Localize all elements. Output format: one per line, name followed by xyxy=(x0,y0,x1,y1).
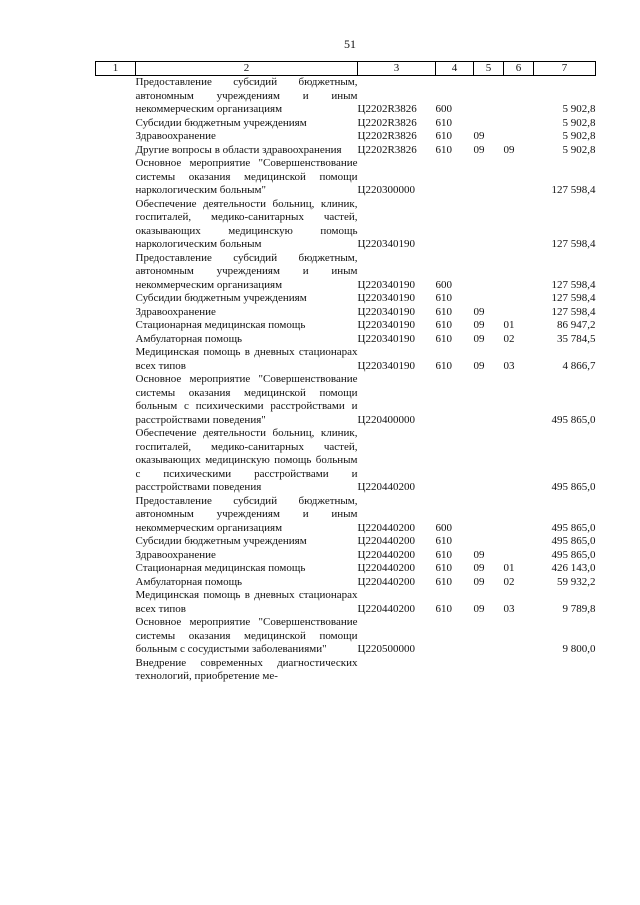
row-vr: 600 xyxy=(435,521,452,534)
table-row xyxy=(96,198,596,252)
row-code: Ц2202R3826 xyxy=(357,130,417,142)
row-rz xyxy=(474,495,504,536)
row-name: Предоставление субсидий бюджетным, автономным учреждениям и иным некоммерческим организациям xyxy=(135,494,358,534)
row-pr xyxy=(504,495,534,536)
row-code: Ц2202R3826 xyxy=(357,116,417,129)
table-row xyxy=(96,333,596,347)
row-col-1 xyxy=(96,292,136,306)
row-sum: 127 598,4 xyxy=(551,184,596,196)
row-rz: 09 xyxy=(473,130,485,142)
row-col-1 xyxy=(96,333,136,347)
row-code xyxy=(358,657,436,684)
row-rz xyxy=(474,535,504,549)
row-pr: 02 xyxy=(503,575,515,588)
row-pr xyxy=(504,76,534,117)
row-rz: 09 xyxy=(473,602,485,615)
row-name: Основное мероприятие "Совершенствование системы оказания медицинской помощи больным с психическими расстройствами и расстройствами поведения" xyxy=(135,373,358,426)
header-row xyxy=(96,62,596,76)
row-rz xyxy=(474,373,504,427)
row-rz xyxy=(474,76,504,117)
row-code: Ц220340190 xyxy=(357,359,415,372)
row-code: Ц220340190 xyxy=(357,319,415,331)
row-vr xyxy=(436,373,474,427)
row-vr: 600 xyxy=(435,103,452,115)
row-name: Предоставление субсидий бюджетным, автономным учреждениям и иным некоммерческим организациям xyxy=(135,76,358,115)
table-row xyxy=(96,157,596,198)
table-row xyxy=(96,562,596,576)
row-name: Амбулаторная помощь xyxy=(135,332,243,345)
row-sum: 495 865,0 xyxy=(551,521,596,534)
row-code: Ц220500000 xyxy=(357,643,415,655)
row-code: Ц2202R3826 xyxy=(357,103,417,115)
row-code: Ц2202R3826 xyxy=(357,143,417,156)
row-pr: 09 xyxy=(503,143,515,156)
row-col-1 xyxy=(96,427,136,495)
row-name: Стационарная медицинская помощь xyxy=(135,562,306,574)
row-sum: 86 947,2 xyxy=(557,319,596,331)
row-rz: 09 xyxy=(473,575,485,588)
row-pr xyxy=(504,657,534,684)
header-col-2: 2 xyxy=(136,62,358,76)
row-code: Ц220340190 xyxy=(357,292,415,304)
row-col-1 xyxy=(96,76,136,117)
row-sum: 127 598,4 xyxy=(551,292,596,304)
row-pr: 03 xyxy=(503,602,515,615)
table-row xyxy=(96,292,596,306)
row-name: Предоставление субсидий бюджетным, автономным учреждениям и иным некоммерческим организациям xyxy=(135,251,358,291)
row-name: Здравоохранение xyxy=(135,548,216,561)
row-rz: 09 xyxy=(473,359,485,372)
row-sum: 5 902,8 xyxy=(562,116,596,129)
header-col-5: 5 xyxy=(474,62,504,76)
row-code: Ц220440200 xyxy=(357,602,415,615)
row-pr xyxy=(504,616,534,657)
row-sum: 5 902,8 xyxy=(562,103,596,115)
row-col-1 xyxy=(96,535,136,549)
table-row xyxy=(96,252,596,293)
row-pr xyxy=(504,130,534,144)
row-sum: 9 789,8 xyxy=(562,602,596,615)
row-vr xyxy=(436,616,474,657)
row-vr xyxy=(436,657,474,684)
row-pr xyxy=(504,549,534,563)
header-col-3: 3 xyxy=(358,62,436,76)
row-col-1 xyxy=(96,157,136,198)
table-row xyxy=(96,549,596,563)
row-code: Ц220440200 xyxy=(357,548,415,561)
row-rz xyxy=(474,616,504,657)
row-pr xyxy=(504,117,534,131)
row-vr: 610 xyxy=(435,602,452,615)
row-name: Медицинская помощь в дневных стационарах всех типов xyxy=(135,589,358,615)
row-pr xyxy=(504,292,534,306)
row-col-1 xyxy=(96,252,136,293)
table-row xyxy=(96,76,596,117)
row-pr xyxy=(504,373,534,427)
table-row xyxy=(96,589,596,616)
row-sum: 5 902,8 xyxy=(562,143,596,156)
row-vr: 610 xyxy=(435,575,452,588)
row-rz xyxy=(474,252,504,293)
row-vr: 610 xyxy=(435,359,452,372)
row-name: Субсидии бюджетным учреждениям xyxy=(135,535,307,547)
row-pr: 01 xyxy=(503,319,515,331)
row-col-1 xyxy=(96,306,136,320)
row-vr: 610 xyxy=(435,116,452,129)
row-sum: 35 784,5 xyxy=(557,332,596,345)
row-pr xyxy=(504,252,534,293)
row-col-1 xyxy=(96,319,136,333)
header-col-6: 6 xyxy=(504,62,534,76)
row-col-1 xyxy=(96,576,136,590)
row-code: Ц220440200 xyxy=(357,535,415,547)
row-col-1 xyxy=(96,495,136,536)
row-sum: 59 932,2 xyxy=(557,575,596,588)
row-code: Ц220340190 xyxy=(357,332,415,345)
row-pr xyxy=(504,535,534,549)
row-sum: 495 865,0 xyxy=(551,481,596,493)
table-row xyxy=(96,657,596,684)
row-rz: 09 xyxy=(473,562,485,574)
row-vr: 610 xyxy=(435,143,452,156)
row-code: Ц220440200 xyxy=(357,521,415,534)
row-pr: 01 xyxy=(503,562,515,574)
row-pr: 02 xyxy=(503,332,515,345)
row-pr xyxy=(504,427,534,495)
row-col-1 xyxy=(96,117,136,131)
row-col-1 xyxy=(96,562,136,576)
row-code: Ц220400000 xyxy=(357,413,415,426)
row-name: Другие вопросы в области здравоохранения xyxy=(135,143,342,156)
row-name: Обеспечение деятельности больниц, клиник, госпиталей, медико-санитарных частей, оказывающих медицинскую помощь больным с психическими расстройствами и расстройствами поведения xyxy=(135,427,358,493)
row-sum: 495 865,0 xyxy=(551,548,596,561)
row-rz xyxy=(474,157,504,198)
row-code: Ц220440200 xyxy=(357,575,415,588)
row-vr: 610 xyxy=(435,292,452,304)
row-vr xyxy=(436,427,474,495)
row-name: Основное мероприятие "Совершенствование системы оказания медицинской помощи больным с сосудистыми заболеваниями" xyxy=(135,616,358,655)
row-vr xyxy=(436,157,474,198)
row-rz: 09 xyxy=(473,319,485,331)
table-body xyxy=(96,76,596,684)
row-vr: 610 xyxy=(435,535,452,547)
row-sum: 9 800,0 xyxy=(562,643,596,655)
table-row xyxy=(96,306,596,320)
row-vr: 610 xyxy=(435,548,452,561)
row-vr: 610 xyxy=(435,562,452,574)
row-rz xyxy=(474,292,504,306)
row-name: Внедрение современных диагностических технологий, приобретение ме- xyxy=(135,656,358,682)
row-vr: 610 xyxy=(435,130,452,142)
row-col-1 xyxy=(96,657,136,684)
row-pr xyxy=(504,157,534,198)
row-sum: 4 866,7 xyxy=(562,359,596,372)
row-sum: 127 598,4 xyxy=(551,238,596,250)
row-name: Здравоохранение xyxy=(135,305,216,318)
row-pr: 03 xyxy=(503,359,515,372)
row-sum: 127 598,4 xyxy=(551,305,596,318)
row-name: Основное мероприятие "Совершенствование системы оказания медицинской помощи наркологическим больным" xyxy=(135,157,358,196)
row-vr: 600 xyxy=(435,278,452,291)
row-rz xyxy=(474,117,504,131)
row-sum xyxy=(534,657,596,684)
row-col-1 xyxy=(96,549,136,563)
row-col-1 xyxy=(96,346,136,373)
table-row xyxy=(96,346,596,373)
table-row xyxy=(96,144,596,158)
row-rz: 09 xyxy=(473,305,485,318)
table-row xyxy=(96,427,596,495)
table-row xyxy=(96,576,596,590)
table-row xyxy=(96,535,596,549)
row-sum: 495 865,0 xyxy=(551,535,596,547)
row-code: Ц220440200 xyxy=(357,562,415,574)
row-pr xyxy=(504,306,534,320)
row-col-1 xyxy=(96,130,136,144)
row-rz xyxy=(474,427,504,495)
header-col-4: 4 xyxy=(436,62,474,76)
table-header xyxy=(96,62,596,76)
table-row xyxy=(96,495,596,536)
row-vr xyxy=(436,198,474,252)
row-sum: 127 598,4 xyxy=(551,278,596,291)
row-rz: 09 xyxy=(473,143,485,156)
table-row xyxy=(96,117,596,131)
header-col-1: 1 xyxy=(96,62,136,76)
row-name: Амбулаторная помощь xyxy=(135,575,243,588)
row-rz xyxy=(474,198,504,252)
table-row xyxy=(96,130,596,144)
row-vr: 610 xyxy=(435,305,452,318)
header-col-7: 7 xyxy=(534,62,596,76)
row-sum: 426 143,0 xyxy=(551,562,596,574)
row-code: Ц220300000 xyxy=(357,184,415,196)
row-col-1 xyxy=(96,144,136,158)
row-vr: 610 xyxy=(435,319,452,331)
row-pr xyxy=(504,198,534,252)
row-code: Ц220340190 xyxy=(357,238,415,250)
table-row xyxy=(96,319,596,333)
row-sum: 495 865,0 xyxy=(551,413,596,426)
table-row xyxy=(96,373,596,427)
row-vr: 610 xyxy=(435,332,452,345)
row-code: Ц220340190 xyxy=(357,305,415,318)
budget-table xyxy=(95,61,596,684)
row-name: Субсидии бюджетным учреждениям xyxy=(135,292,307,304)
row-col-1 xyxy=(96,373,136,427)
row-name: Стационарная медицинская помощь xyxy=(135,319,306,331)
row-code: Ц220340190 xyxy=(357,278,415,291)
row-code: Ц220440200 xyxy=(357,481,415,493)
row-sum: 5 902,8 xyxy=(562,130,596,142)
row-name: Здравоохранение xyxy=(135,130,216,142)
row-rz xyxy=(474,657,504,684)
row-rz: 09 xyxy=(473,548,485,561)
row-rz: 09 xyxy=(473,332,485,345)
page-number: 51 xyxy=(344,37,356,51)
table-row xyxy=(96,616,596,657)
row-col-1 xyxy=(96,616,136,657)
row-col-1 xyxy=(96,198,136,252)
row-col-1 xyxy=(96,589,136,616)
row-name: Субсидии бюджетным учреждениям xyxy=(135,116,307,129)
row-name: Медицинская помощь в дневных стационарах всех типов xyxy=(135,346,358,372)
row-name: Обеспечение деятельности больниц, клиник, госпиталей, медико-санитарных частей, оказывающих медицинскую помощь наркологическим больным xyxy=(135,197,358,250)
